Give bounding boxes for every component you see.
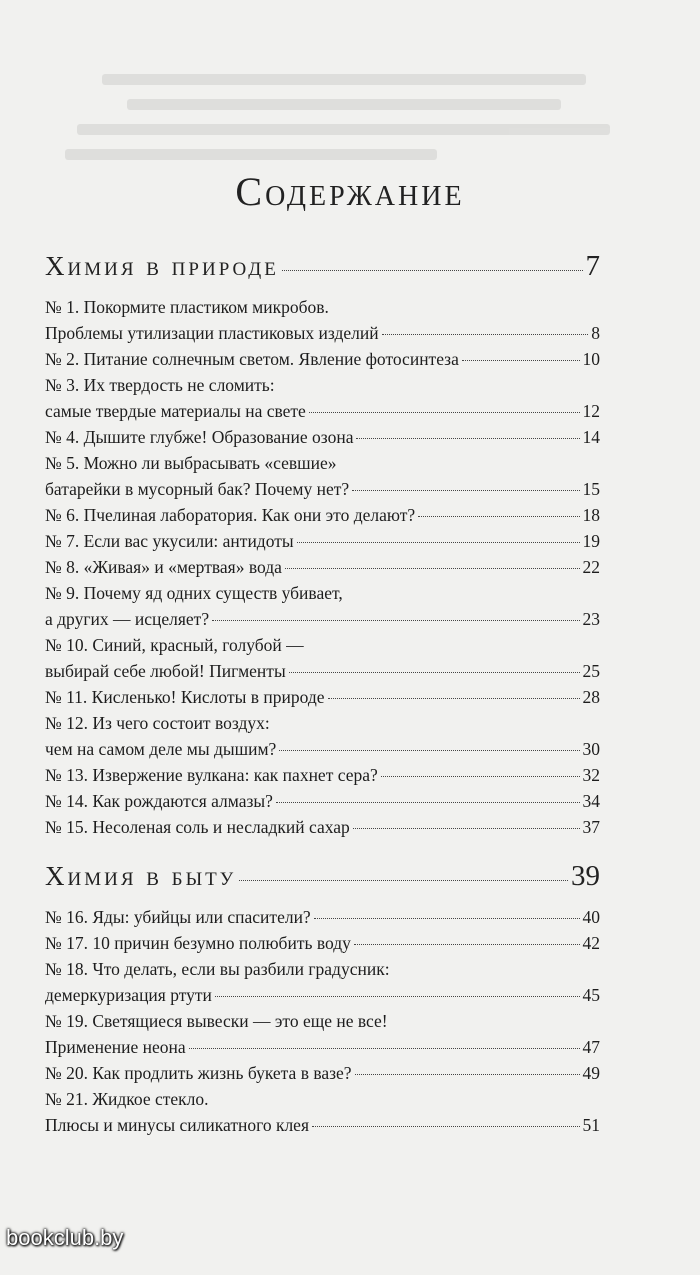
toc-entry[interactable] bbox=[45, 710, 600, 762]
toc-entry[interactable] bbox=[45, 762, 600, 788]
entry-text: № 13. Извержение вулкана: как пахнет сера? bbox=[45, 765, 378, 785]
entry-text: № 2. Питание солнечным светом. Явление фотосинтеза bbox=[45, 349, 459, 369]
entry-text: № 3. Их твердость не сломить: bbox=[45, 375, 275, 395]
entry-text: № 19. Светящиеся вывески — это еще не все! bbox=[45, 1011, 388, 1031]
entry-text: Плюсы и минусы силикатного клея bbox=[45, 1115, 310, 1135]
entry-page: 8 bbox=[591, 323, 600, 343]
leader-dots bbox=[189, 1048, 580, 1049]
leader-dots bbox=[418, 516, 579, 517]
leader-dots bbox=[328, 698, 580, 699]
section-page: 7 bbox=[585, 250, 600, 282]
leader-dots bbox=[355, 1074, 580, 1075]
toc-entry[interactable] bbox=[45, 632, 600, 684]
entry-text: № 8. «Живая» и «мертвая» вода bbox=[45, 557, 282, 577]
leader-dots bbox=[276, 802, 580, 803]
toc-entry[interactable] bbox=[45, 502, 600, 528]
entry-page: 15 bbox=[582, 479, 600, 499]
leader-dots bbox=[289, 672, 580, 673]
toc-entry[interactable] bbox=[45, 788, 600, 814]
entry-text: батарейки в мусорный бак? Почему нет? bbox=[45, 479, 350, 499]
entry-page: 51 bbox=[582, 1115, 600, 1135]
toc-entry[interactable] bbox=[45, 956, 600, 1008]
toc-entry[interactable] bbox=[45, 930, 600, 956]
entry-page: 28 bbox=[582, 687, 600, 707]
section-title: Химия в природе bbox=[45, 251, 279, 281]
entry-page: 40 bbox=[582, 907, 600, 927]
entry-text: № 7. Если вас укусили: антидоты bbox=[45, 531, 294, 551]
toc-entry[interactable] bbox=[45, 580, 600, 632]
entry-page: 32 bbox=[582, 765, 600, 785]
toc-entry[interactable] bbox=[45, 1086, 600, 1138]
entry-text: № 20. Как продлить жизнь букета в вазе? bbox=[45, 1063, 352, 1083]
leader-dots bbox=[312, 1126, 579, 1127]
leader-dots bbox=[279, 750, 579, 751]
leader-dots bbox=[356, 438, 579, 439]
entry-text: № 4. Дышите глубже! Образование озона bbox=[45, 427, 354, 447]
entry-text: выбирай себе любой! Пигменты bbox=[45, 661, 286, 681]
leader-dots bbox=[352, 490, 579, 491]
entry-text: демеркуризация ртути bbox=[45, 985, 212, 1005]
entry-page: 37 bbox=[582, 817, 600, 837]
entry-text: № 11. Кисленько! Кислоты в природе bbox=[45, 687, 325, 707]
entry-page: 18 bbox=[582, 505, 600, 525]
entry-text: № 18. Что делать, если вы разбили градусник: bbox=[45, 959, 390, 979]
toc-entry[interactable] bbox=[45, 294, 600, 346]
toc-entry[interactable] bbox=[45, 528, 600, 554]
entry-text: Проблемы утилизации пластиковых изделий bbox=[45, 323, 379, 343]
leader-dots bbox=[215, 996, 580, 997]
entry-page: 23 bbox=[582, 609, 600, 629]
entry-page: 47 bbox=[582, 1037, 600, 1057]
leader-dots bbox=[354, 944, 580, 945]
leader-dots bbox=[381, 776, 580, 777]
toc-entry[interactable] bbox=[45, 1060, 600, 1086]
toc-entry[interactable] bbox=[45, 450, 600, 502]
toc-entry[interactable] bbox=[45, 904, 600, 930]
leader-dots bbox=[309, 412, 580, 413]
leader-dots bbox=[282, 270, 583, 271]
section-heading-household[interactable] bbox=[45, 860, 600, 904]
leader-dots bbox=[212, 620, 579, 621]
entry-page: 12 bbox=[582, 401, 600, 421]
entry-page: 25 bbox=[582, 661, 600, 681]
entry-text: № 17. 10 причин безумно полюбить воду bbox=[45, 933, 351, 953]
watermark: bookclub.by bbox=[6, 1225, 124, 1250]
entry-text: № 15. Несоленая соль и несладкий сахар bbox=[45, 817, 350, 837]
leader-dots bbox=[462, 360, 580, 361]
toc-entry[interactable] bbox=[45, 814, 600, 840]
entry-page: 22 bbox=[582, 557, 600, 577]
toc-entry[interactable] bbox=[45, 554, 600, 580]
leader-dots bbox=[353, 828, 580, 829]
entry-page: 10 bbox=[582, 349, 600, 369]
section-page: 39 bbox=[571, 860, 600, 892]
entry-page: 34 bbox=[582, 791, 600, 811]
page-title: Содержание bbox=[235, 169, 465, 214]
entry-text: № 14. Как рождаются алмазы? bbox=[45, 791, 273, 811]
entry-page: 14 bbox=[582, 427, 600, 447]
entry-text: а других — исцеляет? bbox=[45, 609, 210, 629]
entry-text: № 1. Покормите пластиком микробов. bbox=[45, 297, 329, 317]
leader-dots bbox=[285, 568, 580, 569]
toc-entry[interactable] bbox=[45, 372, 600, 424]
table-of-contents bbox=[45, 250, 600, 1138]
leader-dots bbox=[297, 542, 580, 543]
entry-text: № 16. Яды: убийцы или спасители? bbox=[45, 907, 311, 927]
entry-text: чем на самом деле мы дышим? bbox=[45, 739, 277, 759]
leader-dots bbox=[314, 918, 580, 919]
entry-page: 19 bbox=[582, 531, 600, 551]
leader-dots bbox=[239, 880, 568, 881]
entry-page: 49 bbox=[582, 1063, 600, 1083]
entry-text: № 5. Можно ли выбрасывать «севшие» bbox=[45, 453, 337, 473]
entry-text: Применение неона bbox=[45, 1037, 186, 1057]
toc-entry[interactable] bbox=[45, 684, 600, 710]
entry-text: самые твердые материалы на свете bbox=[45, 401, 306, 421]
toc-entry[interactable] bbox=[45, 1008, 600, 1060]
entry-text: № 10. Синий, красный, голубой — bbox=[45, 635, 304, 655]
entry-text: № 12. Из чего состоит воздух: bbox=[45, 713, 270, 733]
toc-entry[interactable] bbox=[45, 424, 600, 450]
entry-page: 45 bbox=[582, 985, 600, 1005]
toc-entry[interactable] bbox=[45, 346, 600, 372]
entry-text: № 9. Почему яд одних существ убивает, bbox=[45, 583, 343, 603]
entry-text: № 21. Жидкое стекло. bbox=[45, 1089, 209, 1109]
entry-page: 42 bbox=[582, 933, 600, 953]
section-heading-nature[interactable] bbox=[45, 250, 600, 294]
leader-dots bbox=[382, 334, 589, 335]
entry-text: № 6. Пчелиная лаборатория. Как они это делают? bbox=[45, 505, 416, 525]
section-title: Химия в быту bbox=[45, 861, 237, 891]
entry-page: 30 bbox=[582, 739, 600, 759]
